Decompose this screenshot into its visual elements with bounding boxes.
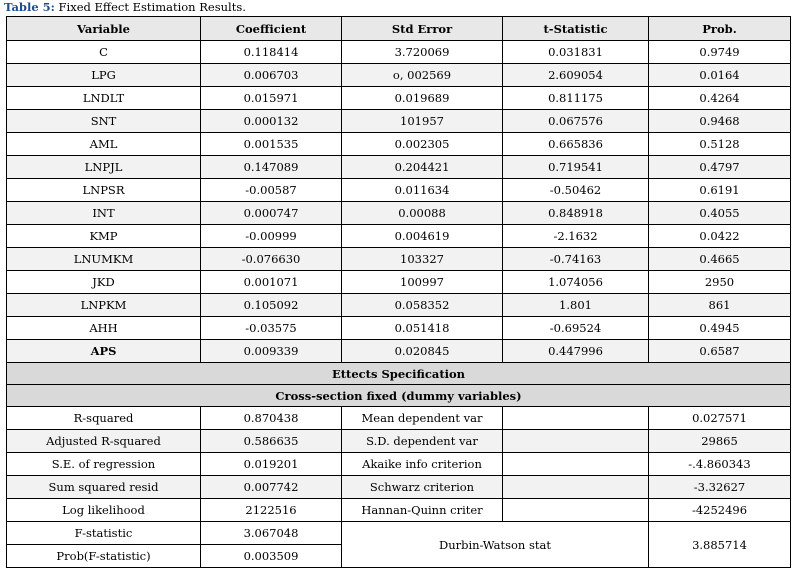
f-statistic-row — [7, 522, 791, 545]
cell-t-statistic: -0.74163 — [503, 248, 649, 271]
cell-std-error: 100997 — [342, 271, 503, 294]
stat-value-left: 0.019201 — [201, 453, 342, 476]
cell-coefficient: -0.00587 — [201, 179, 342, 202]
header-std-error: Std Error — [342, 17, 503, 41]
cell-prob: 0.0422 — [649, 225, 791, 248]
stat-empty-cell — [503, 407, 649, 430]
f-statistic-value: 3.067048 — [201, 522, 342, 545]
stat-value-left: 2122516 — [201, 499, 342, 522]
cell-prob: 0.6191 — [649, 179, 791, 202]
table-row — [7, 271, 791, 294]
stat-value-right: -4252496 — [649, 499, 791, 522]
table-row — [7, 225, 791, 248]
stat-label-right: S.D. dependent var — [342, 430, 503, 453]
stat-row — [7, 453, 791, 476]
cell-std-error: 3.720069 — [342, 41, 503, 64]
cell-prob: 0.0164 — [649, 64, 791, 87]
cell-std-error: 0.011634 — [342, 179, 503, 202]
stat-label-left: R-squared — [7, 407, 201, 430]
cell-prob: 0.9749 — [649, 41, 791, 64]
cell-t-statistic: 0.067576 — [503, 110, 649, 133]
stat-value-right: 29865 — [649, 430, 791, 453]
stat-empty-cell — [503, 476, 649, 499]
stat-label-left: Sum squared resid — [7, 476, 201, 499]
caption-label: Table 5: — [4, 0, 55, 14]
cell-std-error: 0.004619 — [342, 225, 503, 248]
cell-coefficient: -0.03575 — [201, 317, 342, 340]
prob-f-statistic-label: Prob(F-statistic) — [7, 545, 201, 568]
cell-coefficient: 0.000747 — [201, 202, 342, 225]
cell-variable: AHH — [7, 317, 201, 340]
cell-coefficient: 0.118414 — [201, 41, 342, 64]
cell-coefficient: 0.001071 — [201, 271, 342, 294]
stat-value-left: 0.586635 — [201, 430, 342, 453]
cross-section-row — [7, 385, 791, 407]
cell-t-statistic: 0.719541 — [503, 156, 649, 179]
stat-empty-cell — [503, 453, 649, 476]
header-row — [7, 17, 791, 41]
effects-specification-title: Ettects Specification — [7, 363, 791, 385]
table-row — [7, 317, 791, 340]
cell-t-statistic: 1.074056 — [503, 271, 649, 294]
cell-t-statistic: -2.1632 — [503, 225, 649, 248]
stat-value-left: 0.007742 — [201, 476, 342, 499]
table-row — [7, 340, 791, 363]
table-row — [7, 110, 791, 133]
effects-specification-row — [7, 363, 791, 385]
cell-variable: LNPKM — [7, 294, 201, 317]
cell-variable: KMP — [7, 225, 201, 248]
cell-prob: 861 — [649, 294, 791, 317]
table-caption — [4, 0, 246, 16]
cell-t-statistic: -0.50462 — [503, 179, 649, 202]
table-row — [7, 294, 791, 317]
stat-label-left: S.E. of regression — [7, 453, 201, 476]
cell-std-error: 0.204421 — [342, 156, 503, 179]
table-row — [7, 133, 791, 156]
cell-t-statistic: 0.665836 — [503, 133, 649, 156]
stat-label-right: Schwarz criterion — [342, 476, 503, 499]
table-row — [7, 248, 791, 271]
cell-coefficient: -0.076630 — [201, 248, 342, 271]
cell-prob: 0.4945 — [649, 317, 791, 340]
results-table — [6, 16, 791, 568]
cell-coefficient: 0.001535 — [201, 133, 342, 156]
stat-label-right: Akaike info criterion — [342, 453, 503, 476]
table-row — [7, 64, 791, 87]
stat-label-left: Adjusted R-squared — [7, 430, 201, 453]
cell-variable: AML — [7, 133, 201, 156]
cell-coefficient: 0.006703 — [201, 64, 342, 87]
f-statistic-label: F-statistic — [7, 522, 201, 545]
cell-coefficient: 0.009339 — [201, 340, 342, 363]
cell-std-error: 0.051418 — [342, 317, 503, 340]
cell-std-error: 0.00088 — [342, 202, 503, 225]
stat-value-right: -.4.860343 — [649, 453, 791, 476]
cell-variable: LNPJL — [7, 156, 201, 179]
cell-prob: 0.9468 — [649, 110, 791, 133]
table-row — [7, 87, 791, 110]
table-row — [7, 179, 791, 202]
durbin-watson-label: Durbin-Watson stat — [342, 522, 649, 568]
stat-empty-cell — [503, 499, 649, 522]
cell-coefficient: 0.015971 — [201, 87, 342, 110]
stat-value-right: -3.32627 — [649, 476, 791, 499]
cell-prob: 0.4055 — [649, 202, 791, 225]
header-coefficient: Coefficient — [201, 17, 342, 41]
cell-prob: 0.4665 — [649, 248, 791, 271]
cell-t-statistic: 0.031831 — [503, 41, 649, 64]
cell-std-error: 103327 — [342, 248, 503, 271]
cell-variable: LNPSR — [7, 179, 201, 202]
cell-variable: SNT — [7, 110, 201, 133]
stat-value-right: 0.027571 — [649, 407, 791, 430]
stat-row — [7, 476, 791, 499]
cell-variable: JKD — [7, 271, 201, 294]
cell-std-error: 101957 — [342, 110, 503, 133]
stat-row — [7, 499, 791, 522]
durbin-watson-value: 3.885714 — [649, 522, 791, 568]
cell-std-error: 0.020845 — [342, 340, 503, 363]
cell-t-statistic: 2.609054 — [503, 64, 649, 87]
cell-variable: INT — [7, 202, 201, 225]
table-row — [7, 202, 791, 225]
cell-variable: APS — [7, 340, 201, 363]
cell-t-statistic: 0.848918 — [503, 202, 649, 225]
cell-prob: 0.5128 — [649, 133, 791, 156]
cell-prob: 0.4264 — [649, 87, 791, 110]
cell-t-statistic: 0.811175 — [503, 87, 649, 110]
stat-label-right: Hannan-Quinn criter — [342, 499, 503, 522]
cell-std-error: 0.002305 — [342, 133, 503, 156]
cross-section-title: Cross-section fixed (dummy variables) — [7, 385, 791, 407]
stat-empty-cell — [503, 430, 649, 453]
table-row — [7, 156, 791, 179]
cell-std-error: 0.019689 — [342, 87, 503, 110]
cell-variable: LNUMKM — [7, 248, 201, 271]
table-row — [7, 41, 791, 64]
cell-std-error: 0.058352 — [342, 294, 503, 317]
cell-std-error: o, 002569 — [342, 64, 503, 87]
cell-t-statistic: -0.69524 — [503, 317, 649, 340]
cell-t-statistic: 1.801 — [503, 294, 649, 317]
prob-f-statistic-value: 0.003509 — [201, 545, 342, 568]
cell-prob: 2950 — [649, 271, 791, 294]
header-variable: Variable — [7, 17, 201, 41]
stat-row — [7, 430, 791, 453]
cell-variable: LPG — [7, 64, 201, 87]
stat-label-right: Mean dependent var — [342, 407, 503, 430]
stat-row — [7, 407, 791, 430]
cell-variable: LNDLT — [7, 87, 201, 110]
cell-coefficient: -0.00999 — [201, 225, 342, 248]
cell-coefficient: 0.147089 — [201, 156, 342, 179]
caption-text: Fixed Effect Estimation Results. — [58, 0, 246, 14]
stat-value-left: 0.870438 — [201, 407, 342, 430]
cell-coefficient: 0.105092 — [201, 294, 342, 317]
cell-t-statistic: 0.447996 — [503, 340, 649, 363]
stat-label-left: Log likelihood — [7, 499, 201, 522]
header-prob: Prob. — [649, 17, 791, 41]
cell-prob: 0.4797 — [649, 156, 791, 179]
cell-prob: 0.6587 — [649, 340, 791, 363]
header-t-statistic: t-Statistic — [503, 17, 649, 41]
cell-coefficient: 0.000132 — [201, 110, 342, 133]
cell-variable: C — [7, 41, 201, 64]
